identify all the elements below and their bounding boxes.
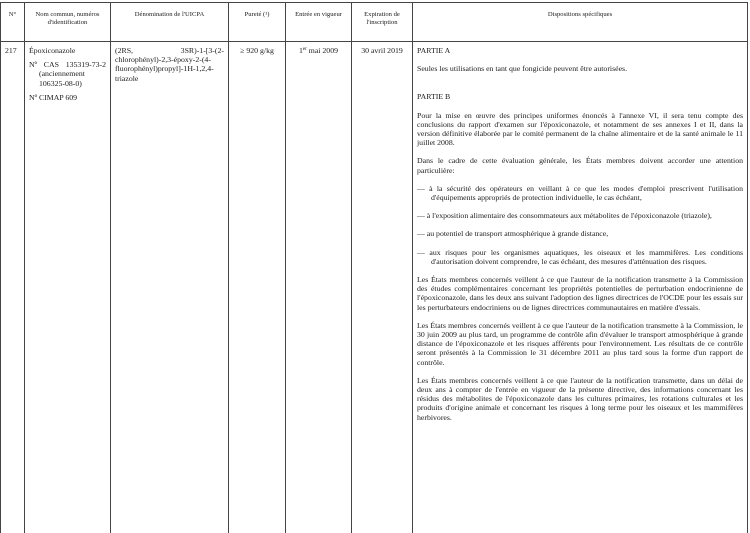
- purity-value: ≥ 920 g/kg: [229, 42, 286, 533]
- provision-paragraph-4: Les États membres concernés veillent à ce que l'auteur de la notification transmette à la Commission, le 30 juin 2009 au plus tard, un programme de contrôle afin d'évaluer le transport atmosphérique à grande distance de l'époxiconazole et les risques afférents pour l'environnement. Les résultats de ce contrôle seront présentés à la Commission le 31 décembre 2011 au plus tard sous la forme d'un rapport de contrôle.: [417, 321, 743, 367]
- table-row: [1, 42, 748, 533]
- part-a-text: Seules les utilisations en tant que fongicide peuvent être autorisées.: [417, 64, 743, 73]
- header-row: [1, 3, 748, 42]
- entry-day: 1: [299, 46, 303, 55]
- common-name: Époxiconazole: [29, 46, 106, 55]
- specific-provisions-cell: [413, 42, 748, 533]
- entry-day-suffix: er: [303, 47, 307, 52]
- provision-bullet-3: — au potentiel de transport atmosphérique à grande distance,: [417, 229, 743, 238]
- entry-month-year: mai 2009: [309, 46, 338, 55]
- cimap-number: Nº CIMAP 609: [29, 93, 106, 102]
- substance-table: [0, 2, 748, 533]
- common-name-cell: [25, 42, 111, 533]
- part-a-title: PARTIE A: [417, 46, 743, 55]
- iupac-name: (2RS, 3SR)-1-[3-(2-chlorophényl)-2,3-époxy-2-(4-fluorophényl)propyl]-1H-1,2,4-triazole: [111, 42, 229, 533]
- header-common-name: Nom commun, numéros d'identification: [25, 3, 111, 42]
- header-expiry: Expiration de l'inscription: [352, 3, 413, 42]
- provision-bullet-4: — aux risques pour les organismes aquatiques, les oiseaux et les mammifères. Les conditions d'autorisation doivent comprendre, le cas échéant, des mesures d'atténuation des risques.: [417, 248, 743, 266]
- cas-number: Nº CAS 135319-73-2 (anciennement 106325-08-0): [29, 60, 106, 88]
- entry-into-force-date: [286, 42, 352, 533]
- entry-number: 217: [1, 42, 25, 533]
- header-entry-into-force: Entrée en vigueur: [286, 3, 352, 42]
- provision-bullet-1: — à la sécurité des opérateurs en veillant à ce que les modes d'emploi prescrivent l'utilisation d'équipements appropriés de protection individuelle, le cas échéant,: [417, 184, 743, 202]
- provision-paragraph-1: Pour la mise en œuvre des principes uniformes énoncés à l'annexe VI, il sera tenu compte des conclusions du rapport d'examen sur l'époxiconazole, et notamment de ses annexes I et II, dans la version définitive élaborée par le comité permanent de la chaîne alimentaire et de la santé animale le 11 juillet 2008.: [417, 111, 743, 148]
- provision-paragraph-3: Les États membres concernés veillent à ce que l'auteur de la notification transmette à la Commission des études complémentaires concernant les propriétés potentielles de perturbation endocrinienne de l'époxiconazole, dans les deux ans suivant l'adoption des lignes directrices de l'OCDE pour les essais sur les perturbateurs endocriniens ou de lignes directrices communautaires en matière d'essais.: [417, 275, 743, 312]
- header-specific-provisions: Dispositions spécifiques: [413, 3, 748, 42]
- provision-paragraph-5: Les États membres concernés veillent à ce que l'auteur de la notification transmette, dans un délai de deux ans à compter de l'entrée en vigueur de la présente directive, des informations concernant les résidus des métabolites de l'époxiconazole dans les cultures primaires, les rotations culturales et les produits d'origine animale et concernant les risques à long terme pour les oiseaux et les mammifères herbivores.: [417, 376, 743, 422]
- header-purity: Pureté (¹): [229, 3, 286, 42]
- provision-paragraph-2: Dans le cadre de cette évaluation générale, les États membres doivent accorder une attention particulière:: [417, 156, 743, 174]
- provision-bullet-2: — à l'exposition alimentaire des consommateurs aux métabolites de l'époxiconazole (triazole),: [417, 211, 743, 220]
- expiry-date: 30 avril 2019: [352, 42, 413, 533]
- part-b-title: PARTIE B: [417, 92, 743, 101]
- header-iupac-name: Dénomination de l'UICPA: [111, 3, 229, 42]
- header-number: N°: [1, 3, 25, 42]
